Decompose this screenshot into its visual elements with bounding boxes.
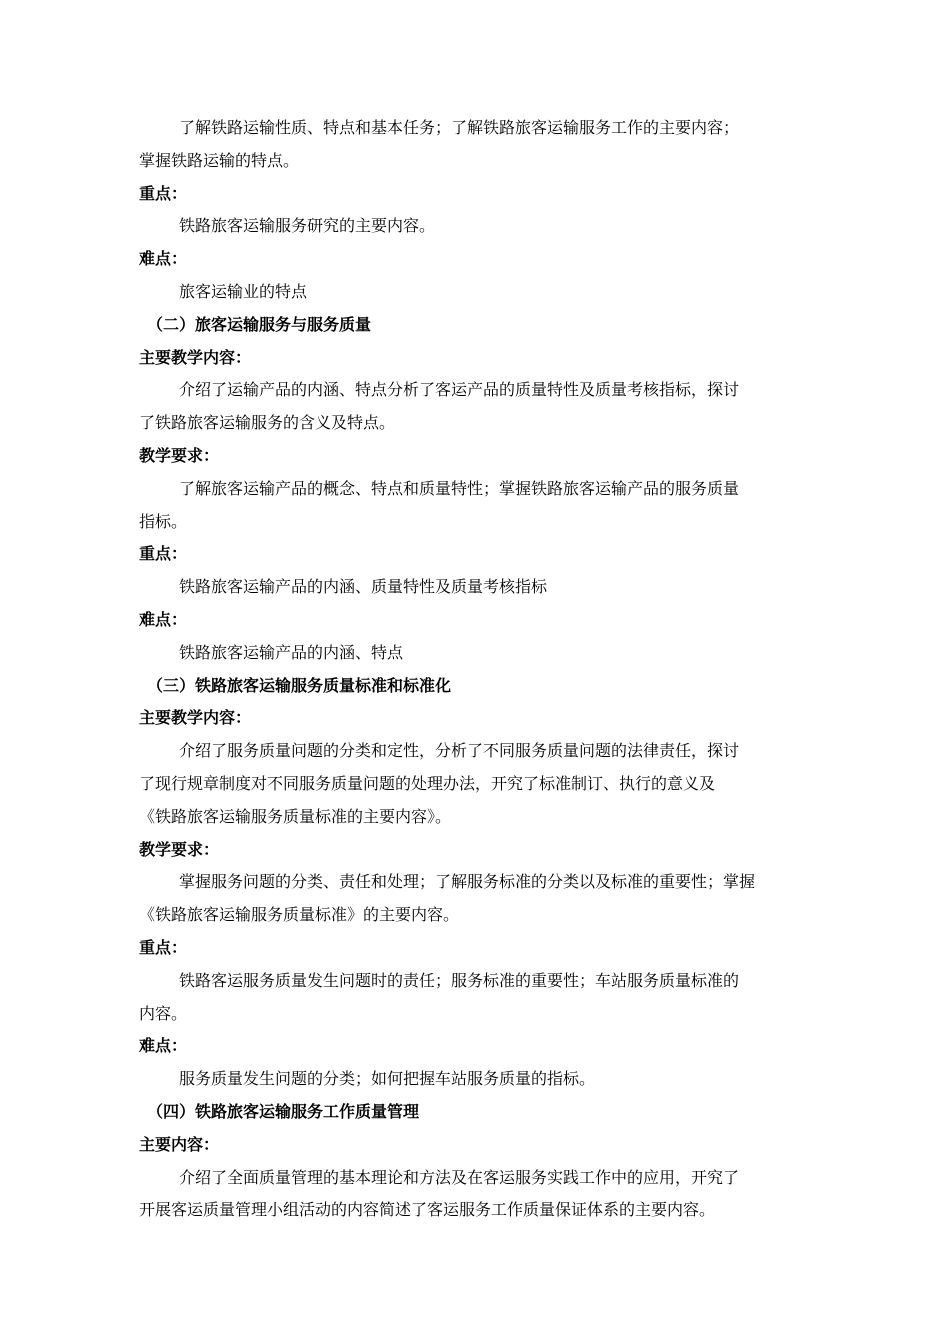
- paragraph-line: 掌握服务问题的分类、责任和处理；了解服务标准的分类以及标准的重要性；掌握: [179, 872, 756, 892]
- field-label: 重点：: [139, 183, 188, 203]
- paragraph-line: 铁路旅客运输产品的内涵、质量特性及质量考核指标: [179, 577, 548, 597]
- paragraph-line: 了解铁路运输性质、特点和基本任务；了解铁路旅客运输服务工作的主要内容；: [179, 118, 740, 137]
- paragraph-line: 服务质量发生问题的分类；如何把握车站服务质量的指标。: [179, 1069, 596, 1089]
- field-label: 重点：: [139, 937, 188, 957]
- paragraph-line: 介绍了服务质量问题的分类和定性，分析了不同服务质量问题的法律责任，探讨: [179, 741, 740, 761]
- paragraph-line: 铁路旅客运输产品的内涵、特点: [179, 642, 404, 662]
- section-heading: （三）铁路旅客运输服务质量标准和标准化: [147, 675, 452, 695]
- document-body: [139, 112, 819, 1227]
- paragraph-continuation: 内容。: [139, 1003, 188, 1023]
- paragraph-line: 介绍了全面质量管理的基本理论和方法及在客运服务实践工作中的应用，开究了: [179, 1167, 740, 1187]
- paragraph-line: 了解旅客运输产品的概念、特点和质量特性；掌握铁路旅客运输产品的服务质量: [179, 478, 740, 498]
- paragraph-continuation: 了现行规章制度对不同服务质量问题的处理办法，开究了标准制订、执行的意义及: [139, 773, 716, 793]
- paragraph-continuation: 开展客运质量管理小组活动的内容简述了客运服务工作质量保证体系的主要内容。: [139, 1200, 716, 1220]
- paragraph-continuation: 指标。: [139, 511, 188, 531]
- paragraph-line: 旅客运输业的特点: [179, 281, 308, 301]
- paragraph-continuation: 《铁路旅客运输服务质量标准》的主要内容。: [139, 905, 460, 925]
- field-label: 主要教学内容：: [139, 347, 252, 367]
- field-label: 主要教学内容：: [139, 708, 252, 728]
- field-label: 难点：: [139, 249, 188, 269]
- field-label: 教学要求：: [139, 445, 220, 465]
- paragraph-continuation: 了铁路旅客运输服务的含义及特点。: [139, 413, 396, 433]
- field-label: 重点：: [139, 544, 188, 564]
- section-heading: （四）铁路旅客运输服务工作质量管理: [147, 1101, 420, 1121]
- field-label: 难点：: [139, 1036, 188, 1056]
- paragraph-continuation: 《铁路旅客运输服务质量标准的主要内容》。: [139, 806, 452, 826]
- field-label: 主要内容：: [139, 1134, 220, 1154]
- paragraph-line: 介绍了运输产品的内涵、特点分析了客运产品的质量特性及质量考核指标，探讨: [179, 380, 740, 400]
- section-heading: （二）旅客运输服务与服务质量: [147, 314, 372, 334]
- paragraph-continuation: 掌握铁路运输的特点。: [139, 150, 300, 170]
- field-label: 难点：: [139, 609, 188, 629]
- paragraph-line: 铁路客运服务质量发生问题时的责任；服务标准的重要性；车站服务质量标准的: [179, 970, 740, 990]
- field-label: 教学要求：: [139, 839, 220, 859]
- paragraph-line: 铁路旅客运输服务研究的主要内容。: [179, 216, 436, 236]
